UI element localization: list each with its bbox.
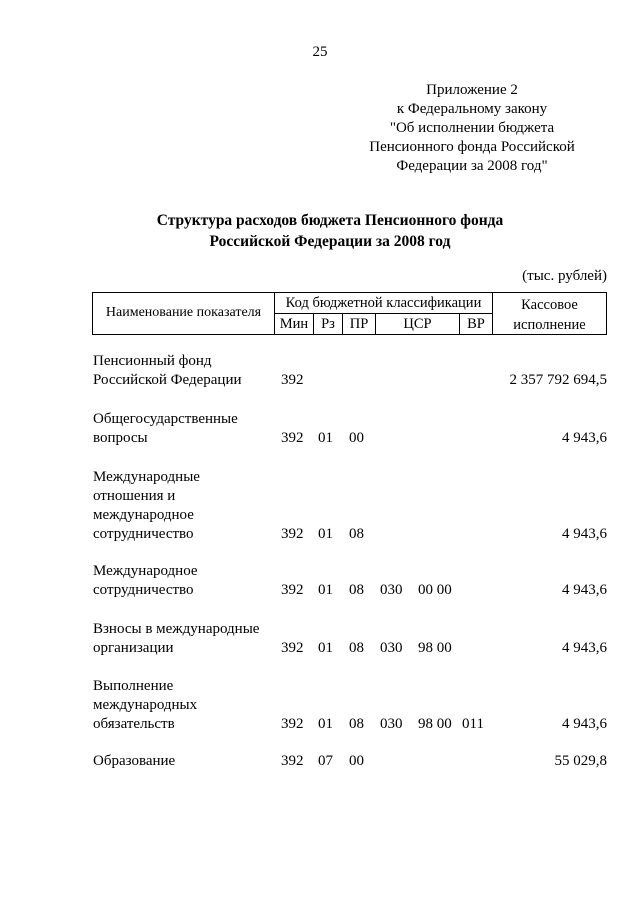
cell-sum: 4 943,6 xyxy=(562,582,607,598)
cell-rz: 01 xyxy=(318,716,333,732)
row-name-line: сотрудничество xyxy=(93,582,194,598)
table-row xyxy=(0,752,640,771)
cell-min: 392 xyxy=(281,372,304,388)
header-min: Мин xyxy=(274,313,314,335)
row-name-line: Международные xyxy=(93,469,200,485)
cell-pr: 08 xyxy=(349,716,364,732)
cell-rz: 07 xyxy=(318,753,333,769)
cell-sum: 2 357 792 694,5 xyxy=(509,372,607,388)
cell-min: 392 xyxy=(281,753,304,769)
row-name-line: Пенсионный фонд xyxy=(93,353,212,369)
title-line: Структура расходов бюджета Пенсионного фонда xyxy=(156,212,504,229)
header-cash-execution xyxy=(492,292,607,335)
row-name-line: отношения и xyxy=(93,488,176,504)
cell-pr: 00 xyxy=(349,430,364,446)
cell-csr-item: 00 00 xyxy=(418,582,452,598)
cell-csr-program: 030 xyxy=(380,716,403,732)
header-sum-line: исполнение xyxy=(513,317,586,333)
cell-csr-item: 98 00 xyxy=(418,640,452,656)
row-name xyxy=(93,620,283,658)
appendix-line: Федерации за 2008 год" xyxy=(396,158,548,174)
row-name-line: сотрудничество xyxy=(93,526,194,542)
cell-min: 392 xyxy=(281,582,304,598)
table-row xyxy=(0,468,640,544)
cell-csr-item: 98 00 xyxy=(418,716,452,732)
title-line: Российской Федерации за 2008 год xyxy=(209,233,451,250)
cell-pr: 08 xyxy=(349,582,364,598)
header-sum-line: Кассовое xyxy=(521,297,578,313)
cell-csr-program: 030 xyxy=(380,640,403,656)
row-name-line: Общегосударственные xyxy=(93,411,238,427)
cell-sum: 4 943,6 xyxy=(562,716,607,732)
cell-sum: 55 029,8 xyxy=(554,753,607,769)
row-name-line: международное xyxy=(93,507,194,523)
cell-vr: 011 xyxy=(462,716,484,732)
header-classification-code: Код бюджетной классификации xyxy=(274,292,493,314)
cell-csr-program: 030 xyxy=(380,582,403,598)
row-name xyxy=(93,752,283,771)
appendix-line: к Федеральному закону xyxy=(396,101,548,117)
row-name-line: Выполнение xyxy=(93,678,174,694)
appendix-line: "Об исполнении бюджета xyxy=(389,120,555,136)
row-name-line: Взносы в международные xyxy=(93,621,260,637)
appendix-line: Приложение 2 xyxy=(426,82,518,98)
cell-rz: 01 xyxy=(318,430,333,446)
cell-rz: 01 xyxy=(318,582,333,598)
row-name-line: международных xyxy=(93,697,198,713)
row-name-line: организации xyxy=(93,640,174,656)
table-row xyxy=(0,677,640,734)
row-name xyxy=(93,677,283,734)
table-row xyxy=(0,562,640,600)
row-name-line: обязательств xyxy=(93,716,175,732)
table-row xyxy=(0,410,640,448)
header-rz: Рз xyxy=(313,313,343,335)
header-vr: ВР xyxy=(459,313,493,335)
units-label: (тыс. рублей) xyxy=(522,268,607,284)
row-name xyxy=(93,352,283,390)
cell-min: 392 xyxy=(281,526,304,542)
header-csr: ЦСР xyxy=(375,313,460,335)
table-header xyxy=(92,292,607,335)
table-row xyxy=(0,620,640,658)
row-name-line: Образование xyxy=(93,753,176,769)
row-name-line: Российской Федерации xyxy=(93,372,242,388)
cell-rz: 01 xyxy=(318,640,333,656)
cell-sum: 4 943,6 xyxy=(562,430,607,446)
document-title xyxy=(100,210,560,252)
row-name xyxy=(93,562,283,600)
row-name-line: Международное xyxy=(93,563,198,579)
appendix-line: Пенсионного фонда Российской xyxy=(369,139,575,155)
cell-sum: 4 943,6 xyxy=(562,526,607,542)
row-name xyxy=(93,410,283,448)
cell-rz: 01 xyxy=(318,526,333,542)
cell-min: 392 xyxy=(281,430,304,446)
header-name: Наименование показателя xyxy=(92,292,275,335)
header-pr: ПР xyxy=(342,313,376,335)
table-row xyxy=(0,352,640,390)
row-name xyxy=(93,468,283,544)
appendix-note xyxy=(352,81,592,176)
cell-pr: 00 xyxy=(349,753,364,769)
cell-pr: 08 xyxy=(349,526,364,542)
cell-min: 392 xyxy=(281,640,304,656)
cell-pr: 08 xyxy=(349,640,364,656)
cell-min: 392 xyxy=(281,716,304,732)
cell-sum: 4 943,6 xyxy=(562,640,607,656)
row-name-line: вопросы xyxy=(93,430,148,446)
page-number: 25 xyxy=(312,44,328,60)
